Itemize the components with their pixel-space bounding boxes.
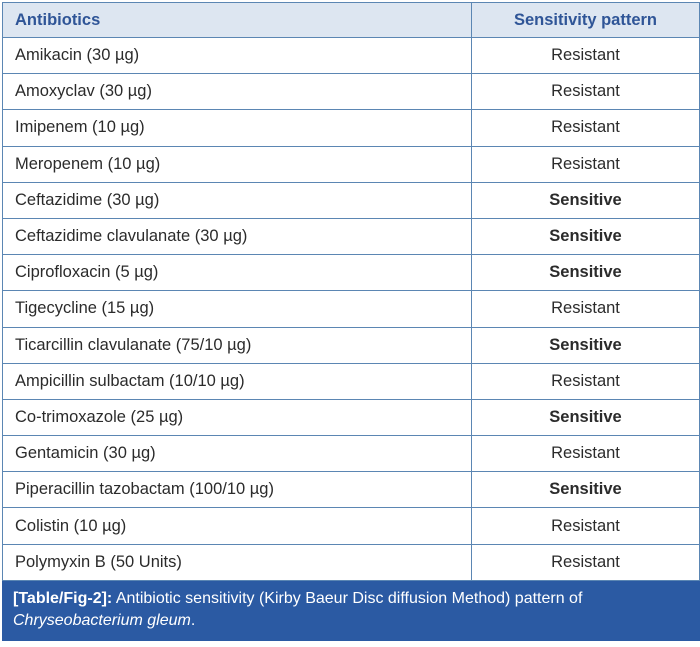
antibiotic-cell: Colistin (10 µg) (3, 508, 472, 544)
table-row (3, 327, 700, 363)
table-row (3, 291, 700, 327)
table-row (3, 255, 700, 291)
sensitivity-cell: Sensitive (472, 327, 700, 363)
caption-species: Chryseobacterium gleum (13, 611, 191, 629)
table-row (3, 436, 700, 472)
antibiotic-cell: Ampicillin sulbactam (10/10 µg) (3, 363, 472, 399)
antibiotic-cell: Co-trimoxazole (25 µg) (3, 399, 472, 435)
sensitivity-cell: Sensitive (472, 255, 700, 291)
antibiotic-cell: Piperacillin tazobactam (100/10 µg) (3, 472, 472, 508)
antibiotic-cell: Ciprofloxacin (5 µg) (3, 255, 472, 291)
figure-caption (2, 581, 700, 641)
header-sensitivity-pattern: Sensitivity pattern (472, 3, 700, 38)
sensitivity-cell: Sensitive (472, 182, 700, 218)
antibiotic-cell: Ceftazidime (30 µg) (3, 182, 472, 218)
sensitivity-cell: Resistant (472, 363, 700, 399)
antibiotic-cell: Tigecycline (15 µg) (3, 291, 472, 327)
sensitivity-cell: Resistant (472, 291, 700, 327)
sensitivity-cell: Sensitive (472, 472, 700, 508)
header-antibiotics: Antibiotics (3, 3, 472, 38)
table-figure (2, 2, 699, 641)
sensitivity-cell: Resistant (472, 74, 700, 110)
table-row (3, 74, 700, 110)
sensitivity-cell: Resistant (472, 146, 700, 182)
table-row (3, 472, 700, 508)
table-row (3, 544, 700, 580)
table-row (3, 38, 700, 74)
sensitivity-cell: Resistant (472, 544, 700, 580)
caption-text: Antibiotic sensitivity (Kirby Baeur Disc diffusion Method) pattern of (112, 589, 583, 607)
table-row (3, 508, 700, 544)
table-row (3, 146, 700, 182)
table-row (3, 218, 700, 254)
table-row (3, 363, 700, 399)
antibiotic-cell: Ticarcillin clavulanate (75/10 µg) (3, 327, 472, 363)
antibiotic-cell: Ceftazidime clavulanate (30 µg) (3, 218, 472, 254)
antibiotic-cell: Amikacin (30 µg) (3, 38, 472, 74)
sensitivity-cell: Sensitive (472, 218, 700, 254)
antibiotic-cell: Amoxyclav (30 µg) (3, 74, 472, 110)
antibiotic-cell: Polymyxin B (50 Units) (3, 544, 472, 580)
table-body (3, 38, 700, 581)
table-row (3, 110, 700, 146)
antibiotic-cell: Gentamicin (30 µg) (3, 436, 472, 472)
sensitivity-cell: Resistant (472, 436, 700, 472)
table-row (3, 399, 700, 435)
header-row (3, 3, 700, 38)
caption-label: [Table/Fig-2]: (13, 589, 113, 607)
sensitivity-cell: Resistant (472, 110, 700, 146)
antibiotic-cell: Meropenem (10 µg) (3, 146, 472, 182)
sensitivity-cell: Resistant (472, 38, 700, 74)
table-row (3, 182, 700, 218)
sensitivity-cell: Resistant (472, 508, 700, 544)
antibiotic-cell: Imipenem (10 µg) (3, 110, 472, 146)
sensitivity-cell: Sensitive (472, 399, 700, 435)
antibiotic-sensitivity-table (2, 2, 700, 581)
caption-end: . (190, 611, 196, 629)
